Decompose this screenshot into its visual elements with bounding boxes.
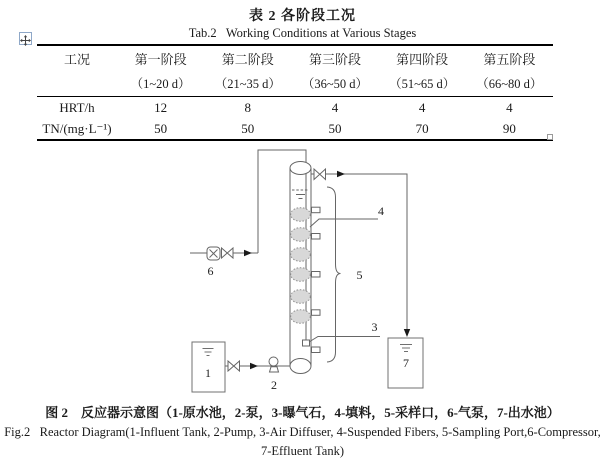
leader-line-diffuser xyxy=(309,337,380,343)
suspended-fibers xyxy=(291,208,311,324)
part-label-1: 1 xyxy=(205,366,211,380)
effluent-pipe xyxy=(311,174,407,329)
sampling-port xyxy=(312,310,321,316)
reactor-column xyxy=(290,162,320,374)
column-mouth xyxy=(290,162,311,175)
valve-influent xyxy=(228,361,240,371)
cell-tn-3: 50 xyxy=(328,120,342,136)
fiber-ellipse xyxy=(291,268,311,282)
arrow-air xyxy=(244,250,252,256)
fiber-ellipse xyxy=(291,208,311,222)
cell-hrt-2: 8 xyxy=(244,99,252,115)
sampling-port xyxy=(312,207,321,213)
row-label-hrt: HRT/h xyxy=(59,99,95,115)
row-label-tn: TN/(mg·L⁻¹) xyxy=(42,120,112,136)
table-row-hrt xyxy=(37,97,553,119)
table-header-row xyxy=(37,45,553,97)
sampling-brace xyxy=(327,187,341,362)
col-header-stage2: 第二阶段 （21~35 d） xyxy=(214,52,281,91)
cell-hrt-3: 4 xyxy=(331,99,339,115)
arrow-effluent xyxy=(337,171,345,177)
arrow-into-tank7 xyxy=(404,329,410,337)
cell-hrt-1: 12 xyxy=(154,99,168,115)
part-label-7: 7 xyxy=(403,356,409,370)
table-move-handle[interactable] xyxy=(19,32,32,45)
figure-caption-en-line2: 7-Effluent Tank) xyxy=(260,444,344,458)
figure-caption-zh: 图 2 反应器示意图（1-原水池，2-泵，3-曝气石，4-填料，5-采样口，6-气泵，7-出水池） xyxy=(45,405,560,420)
air-pipe xyxy=(190,150,306,340)
sampling-port xyxy=(312,234,321,240)
sampling-port xyxy=(312,272,321,278)
cell-hrt-5: 4 xyxy=(506,99,513,115)
valve-air xyxy=(222,248,234,258)
sampling-ports xyxy=(312,207,321,352)
compressor xyxy=(207,247,220,260)
cell-tn-5: 90 xyxy=(502,120,516,136)
column-bottom xyxy=(290,359,311,374)
col-header-stage4: 第四阶段 （51~65 d） xyxy=(389,52,456,91)
col-header-stage5: 第五阶段 （66~80 d） xyxy=(476,52,543,91)
valve-effluent xyxy=(314,169,326,180)
arrow-influent xyxy=(250,363,258,369)
pump xyxy=(269,357,279,372)
cell-tn-4: 70 xyxy=(415,120,429,136)
sampling-port xyxy=(312,347,321,353)
part-label-6: 6 xyxy=(207,264,214,278)
table-resize-handle[interactable] xyxy=(547,134,553,140)
part-label-2: 2 xyxy=(271,378,277,392)
move-arrows-icon xyxy=(20,35,31,46)
cell-tn-1: 50 xyxy=(154,120,168,136)
air-diffuser xyxy=(303,340,310,346)
flow-arrows xyxy=(244,171,410,369)
col-header-stage3: 第三阶段 （36~50 d） xyxy=(301,52,369,91)
leader-line-fibers xyxy=(310,219,378,227)
fiber-ellipse xyxy=(291,248,311,262)
cell-hrt-4: 4 xyxy=(418,99,426,115)
part-label-3: 3 xyxy=(371,320,378,334)
figure-caption-en-line1: Fig.2 Reactor Diagram(1-Influent Tank, 2-Pump, 3-Air Diffuser, 4-Suspended Fibers, 5-Sampling Port,6-Compressor, xyxy=(4,425,601,439)
col-header-stage1: 第一阶段 （1~20 d） xyxy=(130,52,191,91)
table-row-tn xyxy=(37,118,553,140)
fiber-ellipse xyxy=(291,290,311,304)
table-title-en: Tab.2 Working Conditions at Various Stages xyxy=(188,26,417,40)
part-label-5: 5 xyxy=(356,268,363,282)
cell-tn-2: 50 xyxy=(241,120,255,136)
part-label-4: 4 xyxy=(378,204,384,218)
fiber-ellipse xyxy=(291,228,311,242)
table-title-zh: 表 2 各阶段工况 xyxy=(249,9,356,24)
col-header-condition: 工况 xyxy=(63,52,90,67)
working-conditions-table xyxy=(37,44,553,141)
reactor-diagram xyxy=(180,142,430,400)
fiber-ellipse xyxy=(291,310,311,324)
